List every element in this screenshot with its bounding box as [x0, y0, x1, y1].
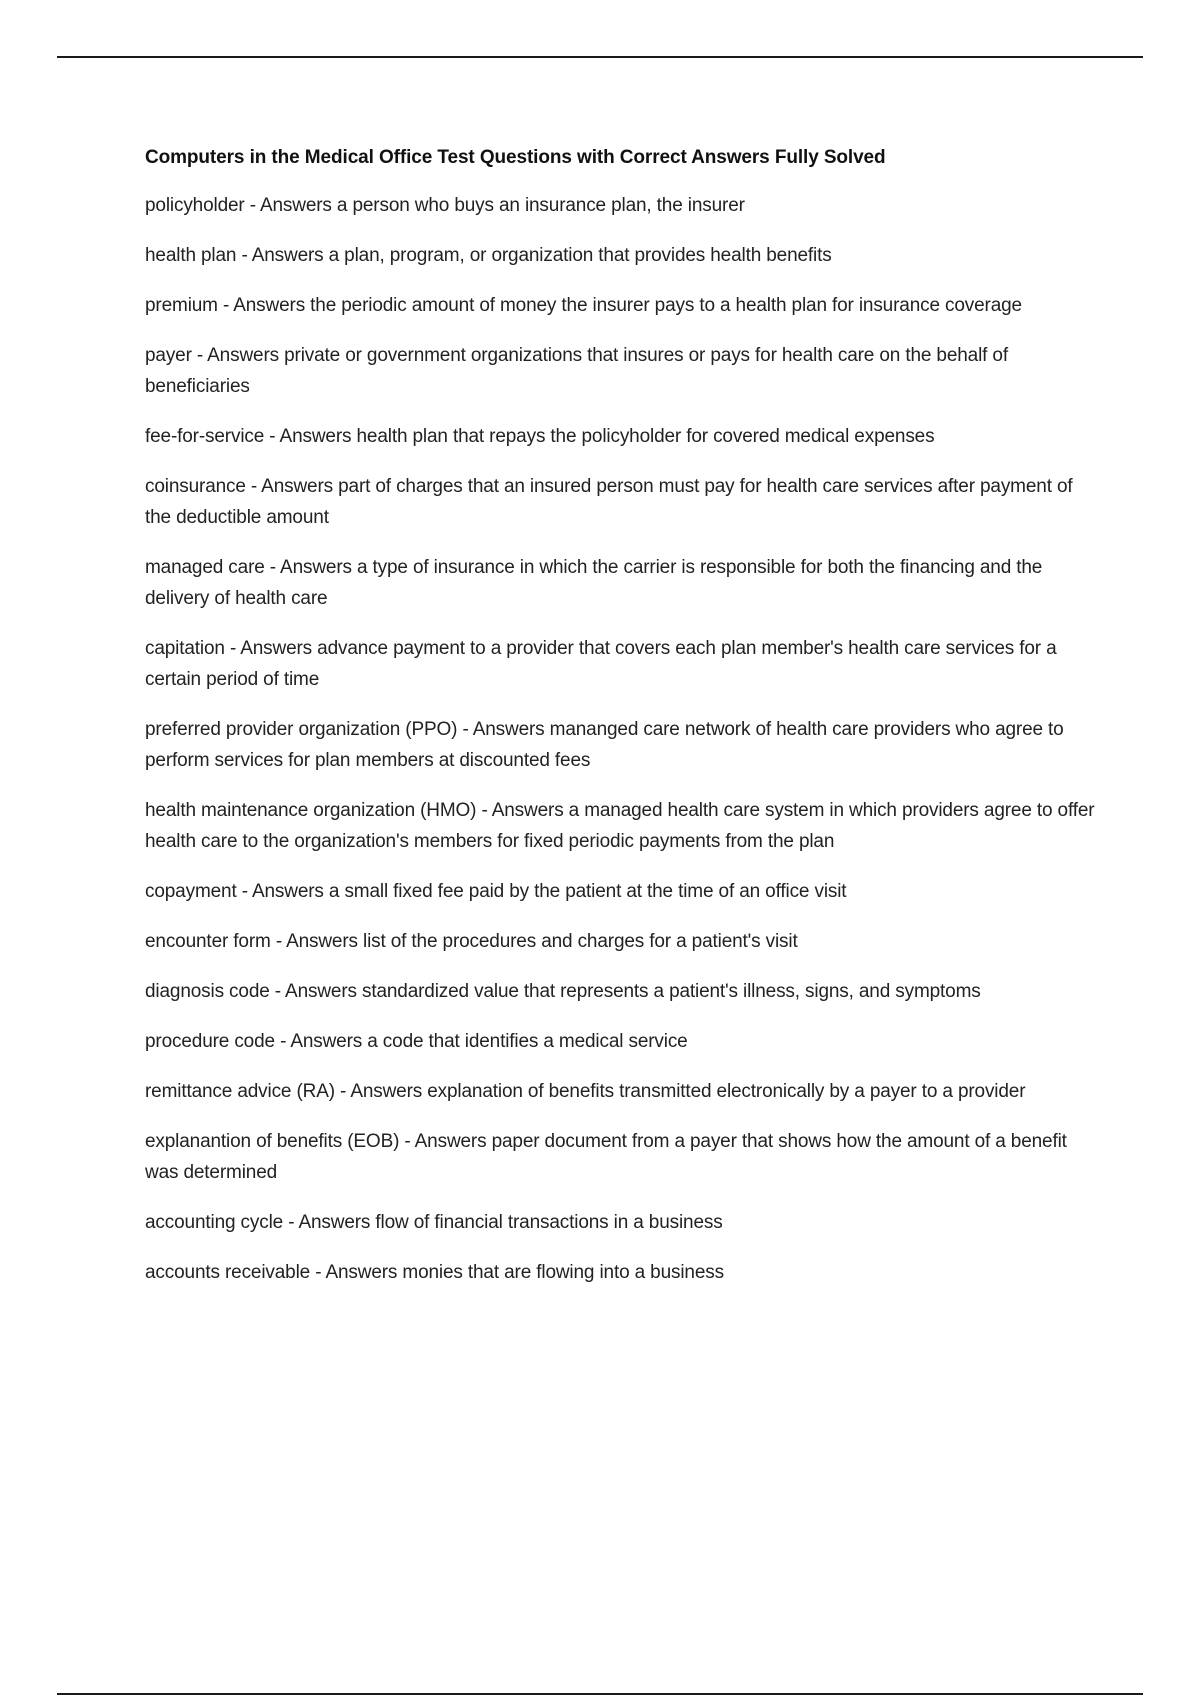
- entry-ppo: preferred provider organization (PPO) - Answers mananged care network of health care providers who agree to perform services for plan members at discounted fees: [145, 719, 1064, 771]
- document-title: Computers in the Medical Office Test Questions with Correct Answers Fully Solved: [145, 147, 886, 168]
- entry-procedure-code: procedure code - Answers a code that identifies a medical service: [145, 1031, 688, 1052]
- entry-eob: explanantion of benefits (EOB) - Answers paper document from a payer that shows how the amount of a benefit was determined: [145, 1131, 1067, 1183]
- entry-copayment: copayment - Answers a small fixed fee paid by the patient at the time of an office visit: [145, 881, 847, 902]
- entry-diagnosis-code: diagnosis code - Answers standardized value that represents a patient's illness, signs, and symptoms: [145, 981, 981, 1002]
- entry-accounting-cycle: accounting cycle - Answers flow of financial transactions in a business: [145, 1212, 723, 1233]
- entry-fee-for-service: fee-for-service - Answers health plan that repays the policyholder for covered medical expenses: [145, 426, 935, 447]
- entry-payer: payer - Answers private or government organizations that insures or pays for health care on the behalf of beneficiaries: [145, 345, 1008, 397]
- document-body: [145, 144, 1095, 1307]
- entry-managed-care: managed care - Answers a type of insurance in which the carrier is responsible for both the financing and the delivery of health care: [145, 557, 1043, 609]
- entries-list: [145, 190, 1095, 1288]
- top-rule: [57, 56, 1143, 58]
- entry-remittance-advice: remittance advice (RA) - Answers explanation of benefits transmitted electronically by a payer to a provider: [145, 1081, 1026, 1102]
- entry-hmo: health maintenance organization (HMO) - Answers a managed health care system in which providers agree to offer health care to the organization's members for fixed periodic payments from the plan: [145, 800, 1095, 852]
- entry-policyholder: policyholder - Answers a person who buys an insurance plan, the insurer: [145, 195, 745, 216]
- entry-capitation: capitation - Answers advance payment to a provider that covers each plan member's health care services for a certain period of time: [145, 638, 1057, 690]
- entry-premium: premium - Answers the periodic amount of money the insurer pays to a health plan for insurance coverage: [145, 295, 1022, 316]
- entry-encounter-form: encounter form - Answers list of the procedures and charges for a patient's visit: [145, 931, 798, 952]
- bottom-rule: [57, 1693, 1143, 1695]
- entry-accounts-receivable: accounts receivable - Answers monies that are flowing into a business: [145, 1262, 724, 1283]
- entry-coinsurance: coinsurance - Answers part of charges that an insured person must pay for health care services after payment of the deductible amount: [145, 476, 1073, 528]
- entry-health-plan: health plan - Answers a plan, program, or organization that provides health benefits: [145, 245, 832, 266]
